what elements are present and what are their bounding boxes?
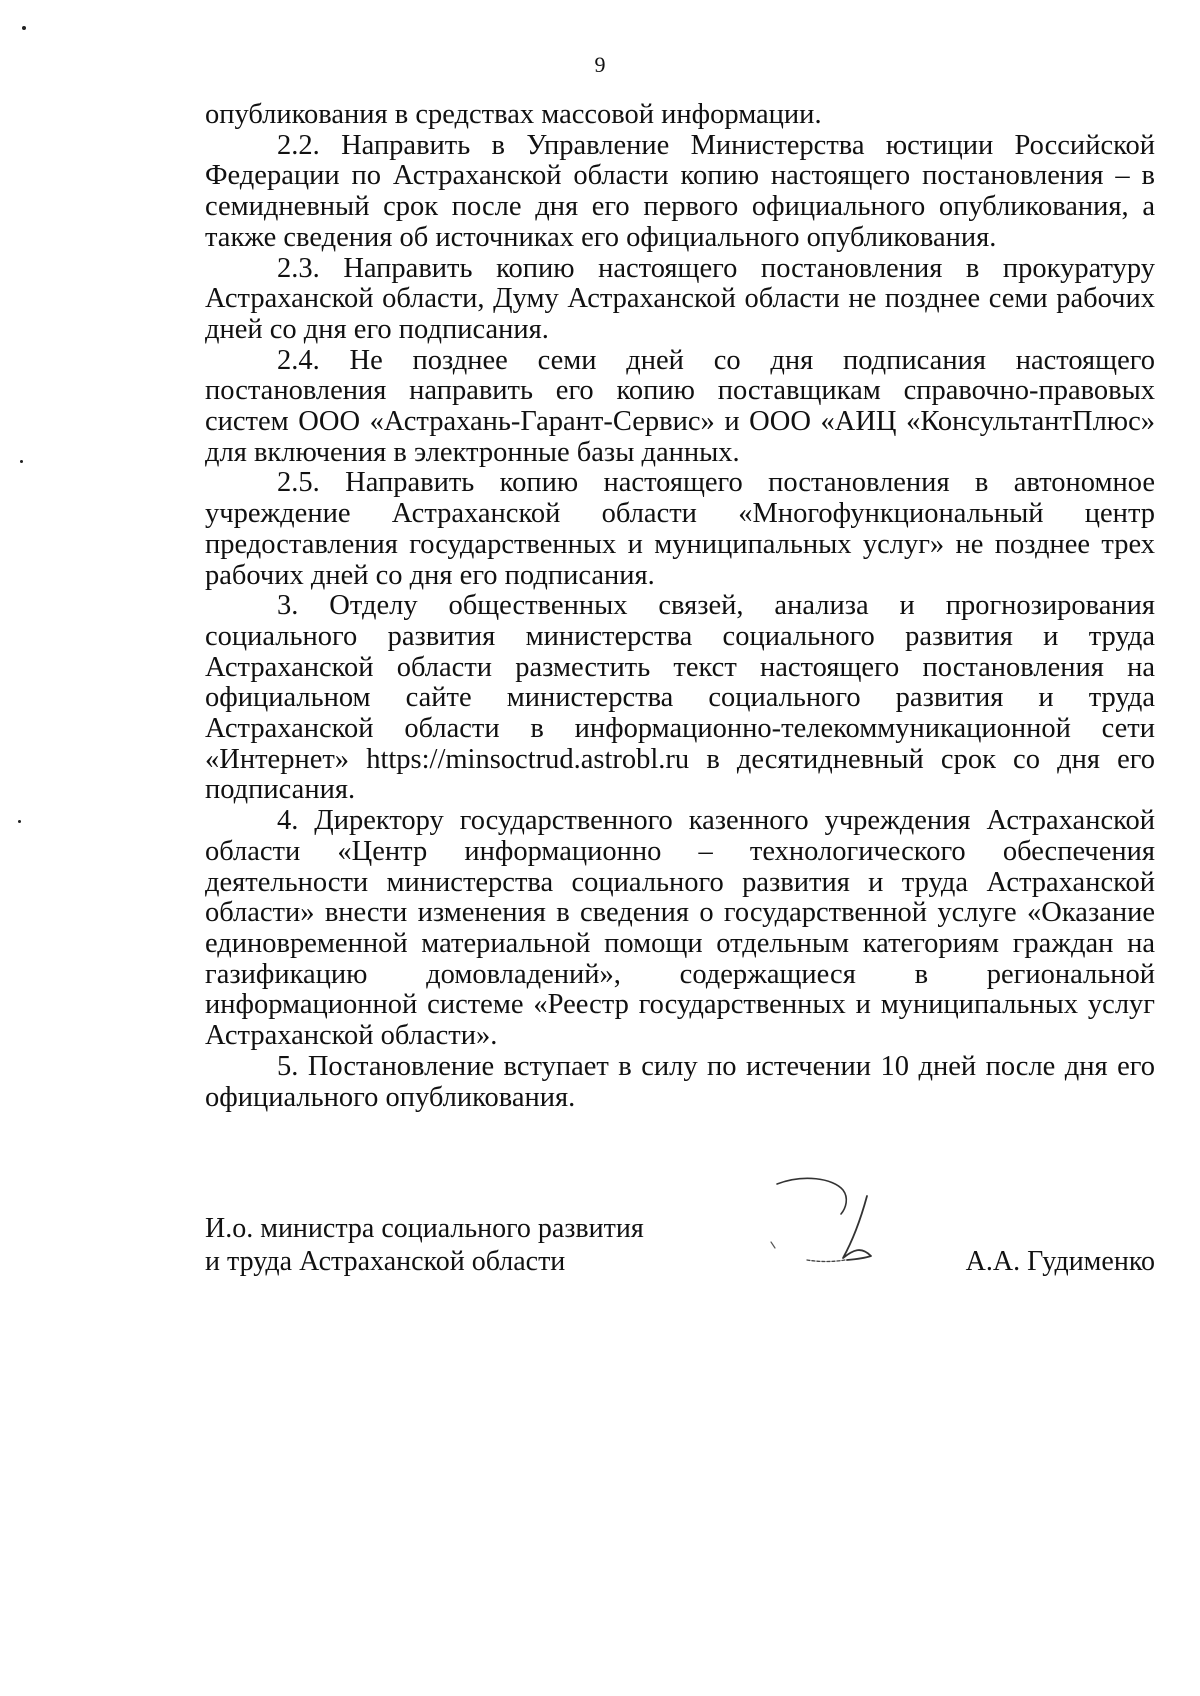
- scan-speck: [18, 820, 21, 823]
- signatory-title-line-2: и труда Астраханской области: [205, 1246, 566, 1277]
- paragraph-2-2: 2.2. Направить в Управление Министерства юстиции Российской Федерации по Астраханской области копию настоящего постановления – в семидневный срок после дня его первого официального опубликования, а также сведения об источниках его официального опубликования.: [205, 129, 1155, 253]
- signatory-name: А.А. Гудименко: [965, 1246, 1155, 1277]
- paragraph-2-5: 2.5. Направить копию настоящего постановления в автономное учреждение Астраханской области «Многофункциональный центр предоставления государственных и муниципальных услуг» не позднее трех рабочих дней со дня его подписания.: [205, 467, 1155, 591]
- paragraph-2-4: 2.4. Не позднее семи дней со дня подписания настоящего постановления направить его копию поставщикам справочно-правовых систем ООО «Астрахань-Гарант-Сервис» и ООО «АИЦ «КонсультантПлюс» для включения в электронные базы данных.: [205, 344, 1155, 468]
- signatory-title-line-1: И.о. министра социального развития: [205, 1213, 644, 1244]
- handwritten-signature: [715, 1170, 875, 1280]
- page-number: 9: [594, 52, 606, 77]
- paragraph-5: 5. Постановление вступает в силу по истечении 10 дней после дня его официального опубликования.: [205, 1050, 1155, 1113]
- signature-block: [205, 1212, 1155, 1292]
- paragraph-continuation: опубликования в средствах массовой информации.: [205, 99, 822, 130]
- paragraph-4: 4. Директору государственного казенного учреждения Астраханской области «Центр информационно – технологического обеспечения деятельности министерства социального развития и труда Астраханской области» внести изменения в сведения о государственной услуге «Оказание единовременной материальной помощи отдельным категориям граждан на газификацию домовладений», содержащиеся в региональной информационной системе «Реестр государственных и муниципальных услуг Астраханской области».: [205, 805, 1155, 1052]
- paragraph-3: 3. Отделу общественных связей, анализа и прогнозирования социального развития министерства социального развития и труда Астраханской области разместить текст настоящего постановления на официальном сайте министерства социального развития и труда Астраханской области в информационно-телекоммуникационной сети «Интернет» https://minsoctrud.astrobl.ru в десятидневный срок со дня его подписания.: [205, 590, 1155, 806]
- scan-speck: [20, 460, 23, 463]
- paragraph-2-3: 2.3. Направить копию настоящего постановления в прокуратуру Астраханской области, Думу Астраханской области не позднее семи рабочих дней со дня его подписания.: [205, 252, 1155, 345]
- document-body: [205, 100, 1155, 1113]
- signatory-title: [205, 1212, 705, 1278]
- scan-speck: [22, 26, 26, 30]
